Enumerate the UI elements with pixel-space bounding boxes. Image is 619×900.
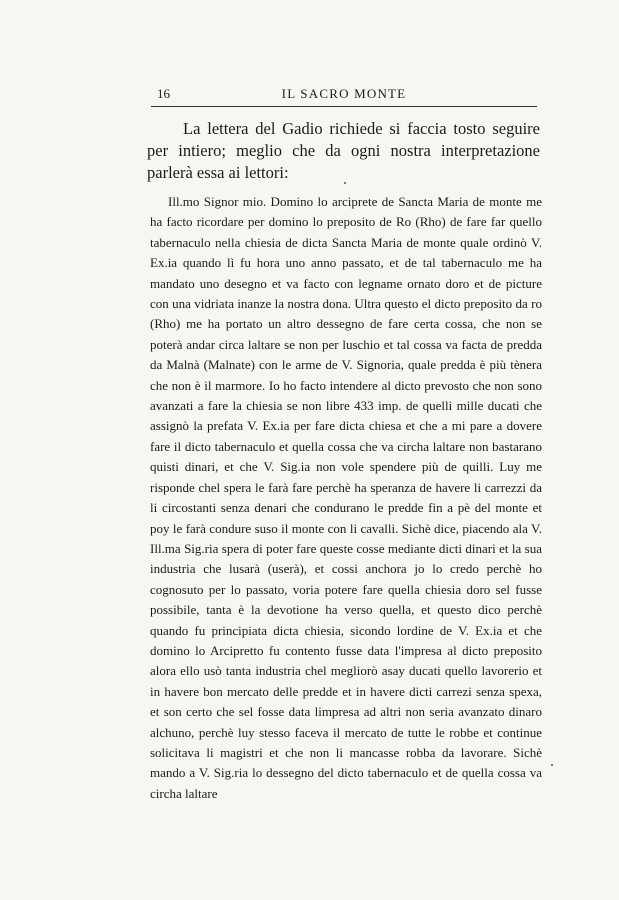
page-number: 16 <box>157 86 170 101</box>
page-header <box>151 86 537 106</box>
intro-paragraph <box>147 118 540 184</box>
intro-text: La lettera del Gadio richiede si faccia tosto seguire per intiero; meglio che da ogni nostra interpretazione parlerà essa ai lettori: <box>147 119 540 182</box>
running-title: IL SACRO MONTE <box>281 86 407 101</box>
header-rule <box>151 106 537 107</box>
print-speck <box>344 182 346 184</box>
letter-text: Ill.mo Signor mio. Domino lo arciprete de Sancta Maria de monte me ha facto ricordare per domino lo preposito de Ro (Rho) de fare far quello tabernaculo nella chiesia de dicta Sancta Maria de monte quale ordinò V. Ex.ia quando lì fu hora uno anno passato, et de tal tabernaculo me ha mandato uno desegno et va facto con legname ornato doro et de picture con una vidriata inanze la nostra dona. Ultra questo el dicto preposito da ro (Rho) me ha portato un altro dessegno de fare certa cossa, che non se poterà andar circa laltare se non per luschio et tal cossa va facta de predda da Malnà (Malnate) con le arme de V. Signoria, quale predda è più tènera che non è il marmore. Io ho facto intendere al dicto prevosto che non sono avanzati a fare la chiesia se non libre 433 imp. de quelli mille ducati che assignò la prefata V. Ex.ia per fare dicta chiesa et che a mi pare a dovere fare il dicto tabernaculo et quella cossa che va circha laltare non bastarano quisti dinari, et che V. Sig.ia non vole spendere più de quilli. Luy me risponde chel spera le farà fare perchè ha speranza de havere li carrezzi da li circostanti senza denari che condurano le predde fin a pè del monte et poy le farà condure suso il monte con li cavalli. Sichè dice, piacendo ala V. Ill.ma Sig.ria spera di poter fare queste cosse mediante dicti dinari et la sua industria che lusarà (userà), et cossi anchora jo lo credo perchè ho cognosuto per lo passato, voria potere fare quella chiesia doro sel fusse possibile, tanta è la devotione ha verso quella, et questo dico perchè quando fu principiata dicta chiesia, sicondo lordine de V. Ex.ia et che domino lo Arcipretto fu contento fusse data l'impresa al dicto preposito alora ello usò tanta industria chel megliorò asay ducati quello lavorerio et in havere bon mercato delle predde et in havere dicti carrezi senza spexa, et son certo che sel fosse data limpresa ad altri non seria avanzato dinaro alchuno, perchè luy stesso faceva il mercato de tutte le robbe et continue solicitava li magistri et che non li mancasse robba da lavorare. Sichè mando a V. Sig.ria lo dessegno del dicto tabernaculo et de quella cossa va circha laltare <box>150 194 542 801</box>
letter-quotation <box>150 192 542 804</box>
print-speck <box>551 764 553 766</box>
